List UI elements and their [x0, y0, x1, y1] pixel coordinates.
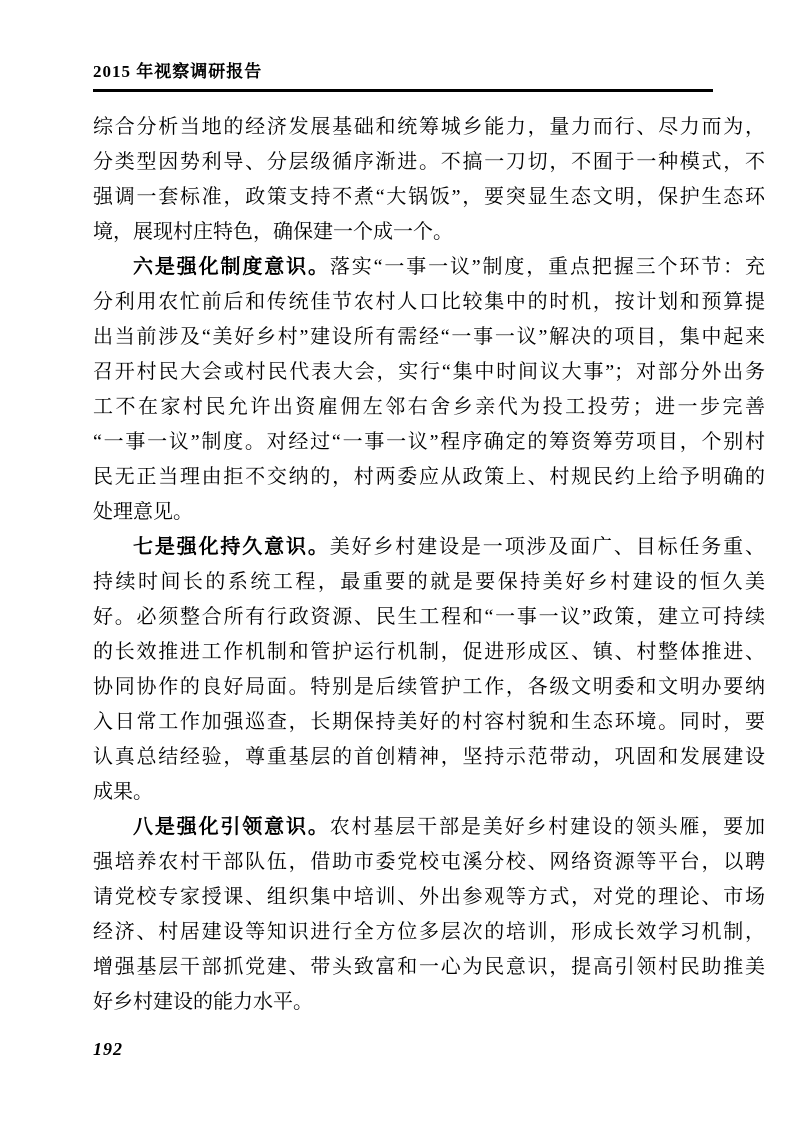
page-number: 192 — [93, 1039, 123, 1059]
body-text — [93, 110, 765, 1020]
text-line: 好。必须整合所有行政资源、民生工程和“一事一议”政策，建立可持续 — [93, 606, 765, 628]
text-line: 持续时间长的系统工程，最重要的就是要保持美好乡村建设的恒久美 — [93, 571, 765, 593]
paragraph-lead-bold: 六是强化制度意识。 — [133, 256, 330, 278]
text-line: 综合分析当地的经济发展基础和统筹城乡能力，量力而行、尽力而为， — [93, 116, 765, 138]
text-line: 认真总结经验，尊重基层的首创精神，坚持示范带动，巩固和发展建设 — [93, 746, 765, 768]
page-header — [93, 62, 713, 92]
text-line: 境，展现村庄特色，确保建一个成一个。 — [93, 221, 453, 243]
text-line: 工不在家村民允许出资雇佣左邻右舍乡亲代为投工投劳；进一步完善 — [93, 396, 765, 418]
text-line: 经济、村居建设等知识进行全方位多层次的培训，形成长效学习机制， — [93, 921, 765, 943]
text-line: 民无正当理由拒不交纳的，村两委应从政策上、村规民约上给予明确的 — [93, 466, 765, 488]
text-line: 分利用农忙前后和传统佳节农村人口比较集中的时机，按计划和预算提 — [93, 291, 765, 313]
text-line: 分类型因势利导、分层级循序渐进。不搞一刀切，不囿于一种模式，不 — [93, 151, 765, 173]
text-line: 请党校专家授课、组织集中培训、外出参观等方式，对党的理论、市场 — [93, 886, 765, 908]
text-line: 处理意见。 — [93, 501, 193, 523]
text-line: 六是强化制度意识。落实“一事一议”制度，重点把握三个环节：充 — [133, 256, 765, 278]
text-line: 成果。 — [93, 781, 153, 803]
text-line: 七是强化持久意识。美好乡村建设是一项涉及面广、目标任务重、 — [133, 536, 765, 558]
header-title: 2015 年视察调研报告 — [93, 62, 263, 81]
text-line: 强培养农村干部队伍，借助市委党校屯溪分校、网络资源等平台，以聘 — [93, 851, 765, 873]
paragraph-lead-bold: 七是强化持久意识。 — [133, 536, 330, 558]
paragraph-lead-bold: 八是强化引领意识。 — [133, 816, 330, 838]
text-line: “一事一议”制度。对经过“一事一议”程序确定的筹资筹劳项目，个别村 — [93, 431, 765, 453]
text-line: 八是强化引领意识。农村基层干部是美好乡村建设的领头雁，要加 — [133, 816, 765, 838]
text-line: 入日常工作加强巡查，长期保持美好的村容村貌和生态环境。同时，要 — [93, 711, 765, 733]
text-line: 增强基层干部抓党建、带头致富和一心为民意识，提高引领村民助推美 — [93, 956, 765, 978]
text-line: 的长效推进工作机制和管护运行机制，促进形成区、镇、村整体推进、 — [93, 641, 765, 663]
text-line: 召开村民大会或村民代表大会，实行“集中时间议大事”；对部分外出务 — [93, 361, 765, 383]
text-line: 协同协作的良好局面。特别是后续管护工作，各级文明委和文明办要纳 — [93, 676, 765, 698]
text-line: 出当前涉及“美好乡村”建设所有需经“一事一议”解决的项目，集中起来 — [93, 326, 765, 348]
text-line: 强调一套标准，政策支持不煮“大锅饭”，要突显生态文明，保护生态环 — [93, 186, 765, 208]
text-line: 好乡村建设的能力水平。 — [93, 991, 313, 1013]
